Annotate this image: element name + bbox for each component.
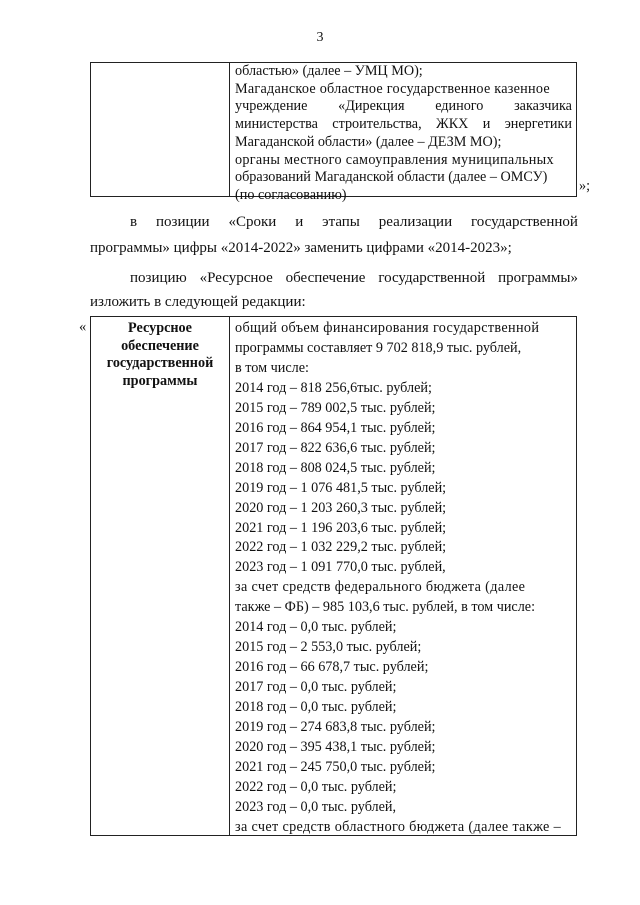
funding-line: 2020 год – 1 203 260,3 тыс. рублей; xyxy=(235,499,447,516)
top-table xyxy=(90,62,577,203)
closing-quote: »; xyxy=(579,178,591,194)
funding-line: 2016 год – 66 678,7 тыс. рублей; xyxy=(235,659,429,676)
funding-line: в том числе: xyxy=(235,359,309,376)
p2-word: позицию xyxy=(130,270,187,286)
paragraph-2-line-1 xyxy=(130,268,578,288)
funding-line: за счет средств областного бюджета (далее также – xyxy=(235,818,562,835)
funding-line: 2014 год – 818 256,6тыс. рублей; xyxy=(235,379,432,396)
p2-word: обеспечение xyxy=(285,270,366,286)
funding-line: 2016 год – 864 954,1 тыс. рублей; xyxy=(235,419,436,436)
funding-line: 2022 год – 1 032 229,2 тыс. рублей; xyxy=(235,539,447,556)
funding-line: 2022 год – 0,0 тыс. рублей; xyxy=(235,778,397,795)
p1-word: позиции xyxy=(156,214,210,230)
funding-line: 2021 год – 1 196 203,6 тыс. рублей; xyxy=(235,519,447,536)
top-cell-line: образований Магаданской области (далее – ОМСУ) xyxy=(235,169,548,186)
funding-line: 2015 год – 2 553,0 тыс. рублей; xyxy=(235,639,422,656)
top-cell-line: (по согласованию) xyxy=(235,186,347,203)
funding-line: 2018 год – 0,0 тыс. рублей; xyxy=(235,699,397,716)
top-cell-line: учреждение «Дирекция единого заказчика xyxy=(235,98,572,115)
column-divider xyxy=(229,63,230,196)
column-divider xyxy=(229,317,230,835)
p2-word: государственной xyxy=(378,270,486,286)
top-cell-line: Магаданское областное государственное казенное xyxy=(235,80,550,97)
p2-word: «Ресурсное xyxy=(199,270,273,286)
header-line: обеспечение xyxy=(121,337,199,354)
header-line: Ресурсное xyxy=(128,320,192,336)
top-cell-line: Магаданской области» (далее – ДЕЗМ МО); xyxy=(235,133,502,150)
funding-line: общий объем финансирования государственной xyxy=(235,320,540,336)
p1-word: государственной xyxy=(471,214,578,230)
funding-line: 2015 год – 789 002,5 тыс. рублей; xyxy=(235,399,436,416)
p1-word: реализации xyxy=(378,214,453,230)
p1-word: в xyxy=(130,214,138,230)
opening-quote: « xyxy=(79,319,87,335)
p2-word: программы» xyxy=(498,270,578,286)
page-number: 3 xyxy=(316,30,324,45)
header-line: программы xyxy=(122,372,198,389)
funding-line: 2023 год – 1 091 770,0 тыс. рублей, xyxy=(235,559,446,576)
paragraph-2-line-2: изложить в следующей редакции: xyxy=(90,294,306,310)
funding-line: программы составляет 9 702 818,9 тыс. рублей, xyxy=(235,339,522,356)
top-cell-line: министерства строительства, ЖКХ и энергетики xyxy=(235,116,572,133)
p1-word: и xyxy=(295,214,304,230)
funding-line: 2018 год – 808 024,5 тыс. рублей; xyxy=(235,459,436,476)
funding-line: 2021 год – 245 750,0 тыс. рублей; xyxy=(235,758,436,775)
responsible-executors-cell xyxy=(235,63,572,205)
funding-line: 2017 год – 822 636,6 тыс. рублей; xyxy=(235,439,436,456)
funding-line: 2017 год – 0,0 тыс. рублей; xyxy=(235,679,397,696)
funding-line: за счет средств федерального бюджета (далее xyxy=(235,579,526,596)
funding-line: 2014 год – 0,0 тыс. рублей; xyxy=(235,619,397,636)
funding-line: 2023 год – 0,0 тыс. рублей, xyxy=(235,798,397,815)
paragraph-1-line-2: программы» цифры «2014-2022» заменить цифрами «2014-2023»; xyxy=(90,240,512,256)
p1-word: этапы xyxy=(322,214,360,230)
funding-line: 2019 год – 274 683,8 тыс. рублей; xyxy=(235,719,436,736)
resource-values-cell xyxy=(235,319,572,838)
top-cell-line: органы местного самоуправления муниципальных xyxy=(235,151,554,168)
p1-word: «Сроки xyxy=(228,214,277,230)
header-line: государственной xyxy=(106,355,214,371)
resource-table xyxy=(90,316,577,836)
paragraph-1-line-1 xyxy=(130,212,578,232)
funding-line: также – ФБ) – 985 103,6 тыс. рублей, в том числе: xyxy=(235,599,536,616)
funding-line: 2019 год – 1 076 481,5 тыс. рублей; xyxy=(235,479,447,496)
top-cell-line: областью» (далее – УМЦ МО); xyxy=(235,63,423,79)
resource-header-cell xyxy=(91,320,229,390)
funding-line: 2020 год – 395 438,1 тыс. рублей; xyxy=(235,739,436,756)
